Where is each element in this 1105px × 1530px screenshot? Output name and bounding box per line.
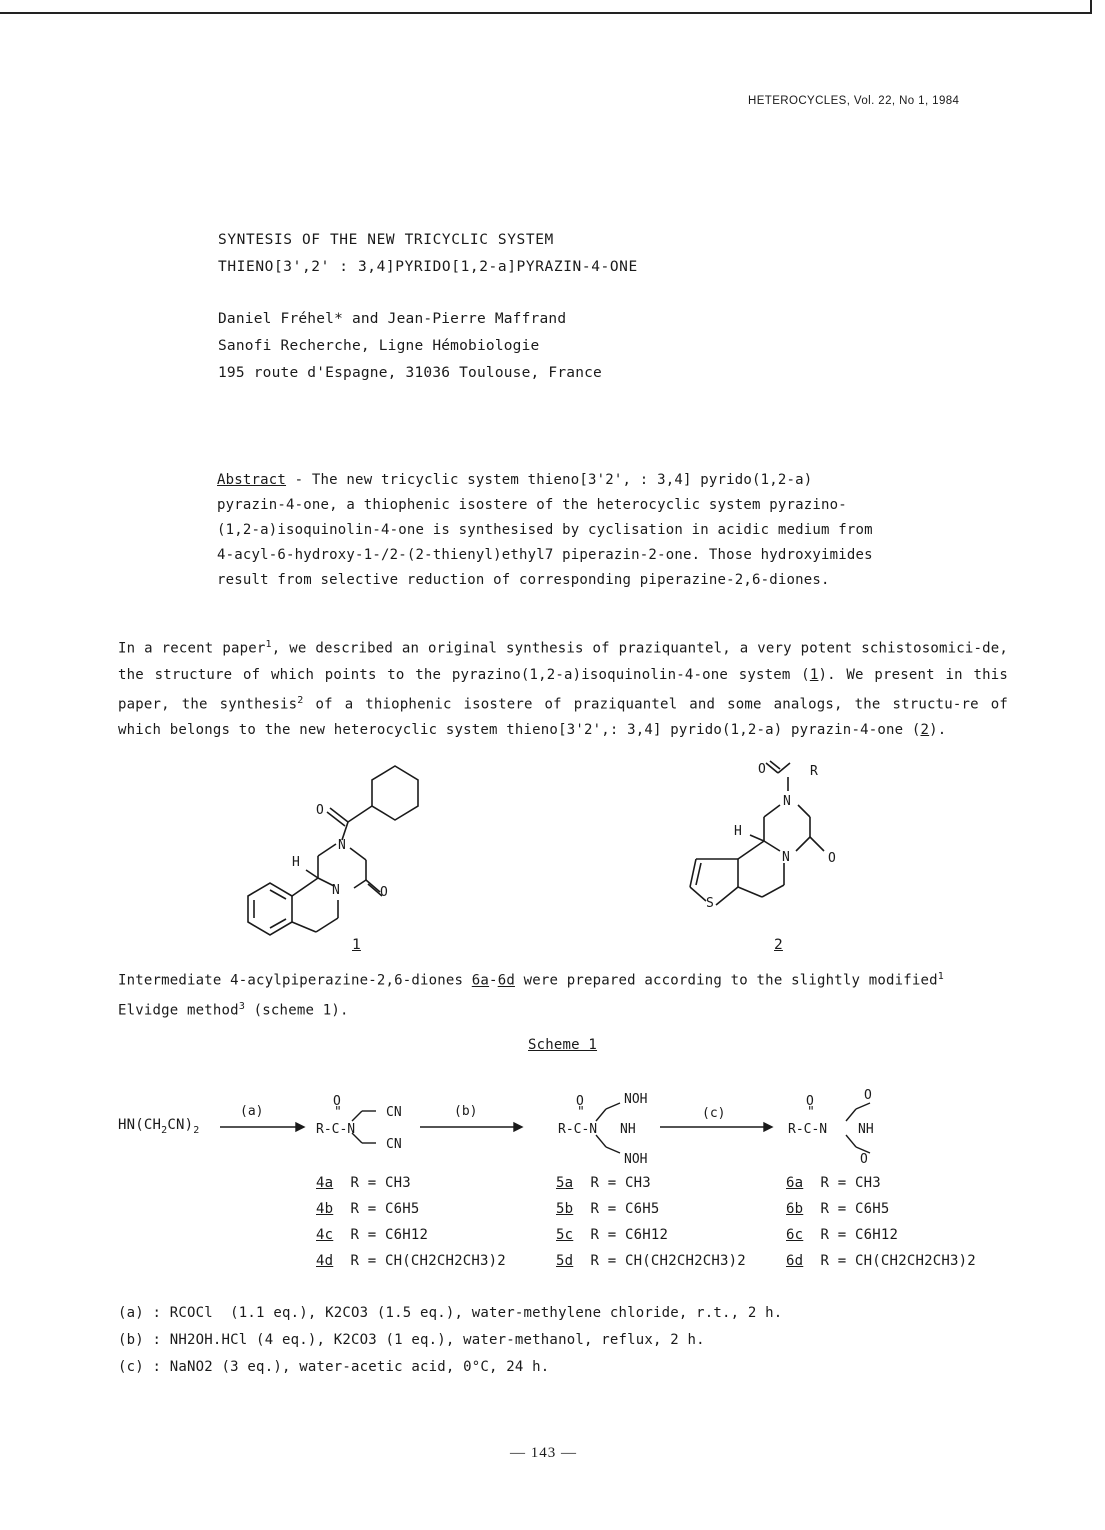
ref-1b: 1 [937, 971, 944, 982]
para2-text-a: Intermediate 4-acylpiperazine-2,6-diones [118, 972, 472, 989]
svg-text:R-C-N: R-C-N [316, 1122, 356, 1137]
compound-row-5b [556, 1198, 660, 1220]
structure-2-diagram [680, 755, 880, 955]
atom-S: S [706, 896, 714, 911]
svg-text:O: O [806, 1094, 814, 1109]
condition-b: (b) : NH2OH.HCl (4 eq.), K2CO3 (1 eq.), water-methanol, reflux, 2 h. [118, 1332, 705, 1348]
para2-dash: - [489, 972, 498, 989]
step-b-label: (b) [454, 1104, 478, 1119]
atom-O: O [828, 851, 836, 866]
scheme-title: Scheme 1 [528, 1037, 598, 1053]
compound-row-5d [556, 1250, 746, 1272]
intro-paragraph [118, 632, 1008, 743]
abstract-line-5: result from selective reduction of corresponding piperazine-2,6-diones. [217, 572, 830, 588]
compound-row-6b [786, 1198, 890, 1220]
label-6a: 6a [786, 1175, 804, 1191]
svg-text:O: O [333, 1094, 341, 1109]
label-4c: 4c [316, 1227, 334, 1243]
svg-text:R-C-N: R-C-N [788, 1122, 828, 1137]
svg-text:": " [334, 1105, 342, 1120]
authors: Daniel Fréhel* and Jean-Pierre Maffrand [218, 311, 567, 327]
compound-ref-2: 2 [920, 722, 930, 739]
step-c-label: (c) [702, 1106, 726, 1121]
svg-text:R-C-N: R-C-N [558, 1122, 598, 1137]
structure-1-diagram [230, 760, 490, 960]
r-6d: R = CH(CH2CH2CH3)2 [820, 1253, 976, 1269]
svg-text:O: O [860, 1152, 868, 1165]
atom-O: O [758, 762, 766, 777]
svg-text:NOH: NOH [624, 1152, 648, 1165]
compound-label-1: 1 [352, 937, 361, 953]
address: 195 route d'Espagne, 31036 Toulouse, France [218, 365, 602, 381]
label-5c: 5c [556, 1227, 574, 1243]
r-5d: R = CH(CH2CH2CH3)2 [590, 1253, 746, 1269]
svg-text:": " [807, 1105, 815, 1120]
scheme-intro-paragraph [118, 964, 944, 1023]
atom-H: H [292, 855, 300, 870]
cyclohexane-ring [372, 766, 418, 820]
compound-row-5c [556, 1224, 668, 1246]
label-4b: 4b [316, 1201, 334, 1217]
affiliation: Sanofi Recherche, Ligne Hémobiologie [218, 338, 540, 354]
condition-c: (c) : NaNO2 (3 eq.), water-acetic acid, 0°C, 24 h. [118, 1359, 550, 1375]
label-4d: 4d [316, 1253, 334, 1269]
abstract-line-1: - The new tricyclic system thieno[3'2', : 3,4] pyrido(1,2-a) [286, 472, 813, 488]
svg-text:CN: CN [386, 1105, 402, 1120]
compound-row-4d [316, 1250, 506, 1272]
atom-O: O [316, 803, 324, 818]
atom-N: N [332, 883, 340, 898]
compound-row-6d [786, 1250, 976, 1272]
para1-text-e: ). [929, 722, 947, 739]
atom-N: N [782, 850, 790, 865]
para1-text-d: of a thiophenic isostere of praziquantel and some analogs, the structu-re of which belongs to the new heterocyclic system thieno[3'2',: 3,4] pyrido(1,2-a) pyrazin-4-one ( [118, 696, 1008, 739]
compound-row-6a [786, 1172, 881, 1194]
para2-text-d: (scheme 1). [245, 1002, 349, 1019]
para1-text-a: In a recent paper [118, 640, 266, 657]
journal-header: HETEROCYCLES, Vol. 22, No 1, 1984 [748, 95, 960, 107]
svg-text:O: O [576, 1094, 584, 1109]
abstract-label: Abstract [217, 472, 287, 488]
compound-row-6c [786, 1224, 898, 1246]
para2-text-b: were prepared according to the slightly modified [514, 972, 938, 989]
abstract-line-3: (1,2-a)isoquinolin-4-one is synthesised by cyclisation in acidic medium from [217, 522, 873, 538]
page-number: — 143 — [510, 1445, 577, 1461]
ref-3: 3 [238, 1000, 246, 1012]
svg-text:NOH: NOH [624, 1092, 648, 1107]
r-4c: R = C6H12 [350, 1227, 429, 1243]
atom-R: R [810, 764, 818, 779]
svg-text:CN: CN [386, 1137, 402, 1152]
scheme-arrows-and-structures [100, 1085, 1100, 1165]
r-5b: R = C6H5 [590, 1201, 660, 1217]
starting-material: $HN(CH_2CN)_2$ [118, 1117, 200, 1136]
label-6d: 6d [786, 1253, 804, 1269]
para1-text-c: ). We present in this paper, the synthesis [118, 666, 1008, 713]
atom-H: H [734, 824, 742, 839]
abstract [217, 468, 873, 593]
atom-N: N [338, 838, 346, 853]
compound-row-4c [316, 1224, 428, 1246]
top-border-line [0, 0, 1092, 14]
ref-2: 2 [297, 694, 304, 706]
r-4b: R = C6H5 [350, 1201, 420, 1217]
para1-text-b: , we described an original synthesis of praziquantel, a very potent schistosomici-de, the structure of which points to the pyrazino(1,2-a)isoquinolin-4-one system ( [118, 640, 1008, 683]
ref-1: 1 [265, 639, 272, 650]
title-line-2: THIENO[3',2' : 3,4]PYRIDO[1,2-a]PYRAZIN-4-ONE [218, 259, 638, 275]
compound-ref-6d: 6d [497, 972, 515, 989]
compound-label-2: 2 [774, 937, 783, 953]
label-6b: 6b [786, 1201, 804, 1217]
r-6a: R = CH3 [820, 1175, 881, 1191]
svg-text:": " [577, 1105, 585, 1120]
label-4a: 4a [316, 1175, 334, 1191]
para2-text-c: Elvidge method [118, 1002, 239, 1019]
condition-a: (a) : RCOCl (1.1 eq.), K2CO3 (1.5 eq.), water-methylene chloride, r.t., 2 h. [118, 1305, 783, 1321]
label-5d: 5d [556, 1253, 574, 1269]
r-5a: R = CH3 [590, 1175, 651, 1191]
atom-N: N [783, 794, 791, 809]
r-4d: R = CH(CH2CH2CH3)2 [350, 1253, 506, 1269]
atom-O: O [380, 885, 388, 900]
svg-text:NH: NH [858, 1122, 874, 1137]
title-line-1: SYNTESIS OF THE NEW TRICYCLIC SYSTEM [218, 232, 554, 248]
compound-row-5a [556, 1172, 651, 1194]
compound-ref-6a: 6a [471, 972, 490, 989]
compound-row-4a [316, 1172, 411, 1194]
compound-row-4b [316, 1198, 420, 1220]
svg-text:NH: NH [620, 1122, 636, 1137]
label-6c: 6c [786, 1227, 804, 1243]
compound-ref-1: 1 [809, 666, 819, 683]
label-5a: 5a [556, 1175, 574, 1191]
label-5b: 5b [556, 1201, 574, 1217]
r-5c: R = C6H12 [590, 1227, 669, 1243]
r-4a: R = CH3 [350, 1175, 411, 1191]
abstract-line-4: 4-acyl-6-hydroxy-1-/2-(2-thienyl)ethyl7 piperazin-2-one. Those hydroxyimides [217, 547, 873, 563]
r-6c: R = C6H12 [820, 1227, 899, 1243]
svg-text:O: O [864, 1088, 872, 1103]
r-6b: R = C6H5 [820, 1201, 890, 1217]
abstract-line-2: pyrazin-4-one, a thiophenic isostere of the heterocyclic system pyrazino- [217, 497, 847, 513]
step-a-label: (a) [240, 1104, 264, 1119]
